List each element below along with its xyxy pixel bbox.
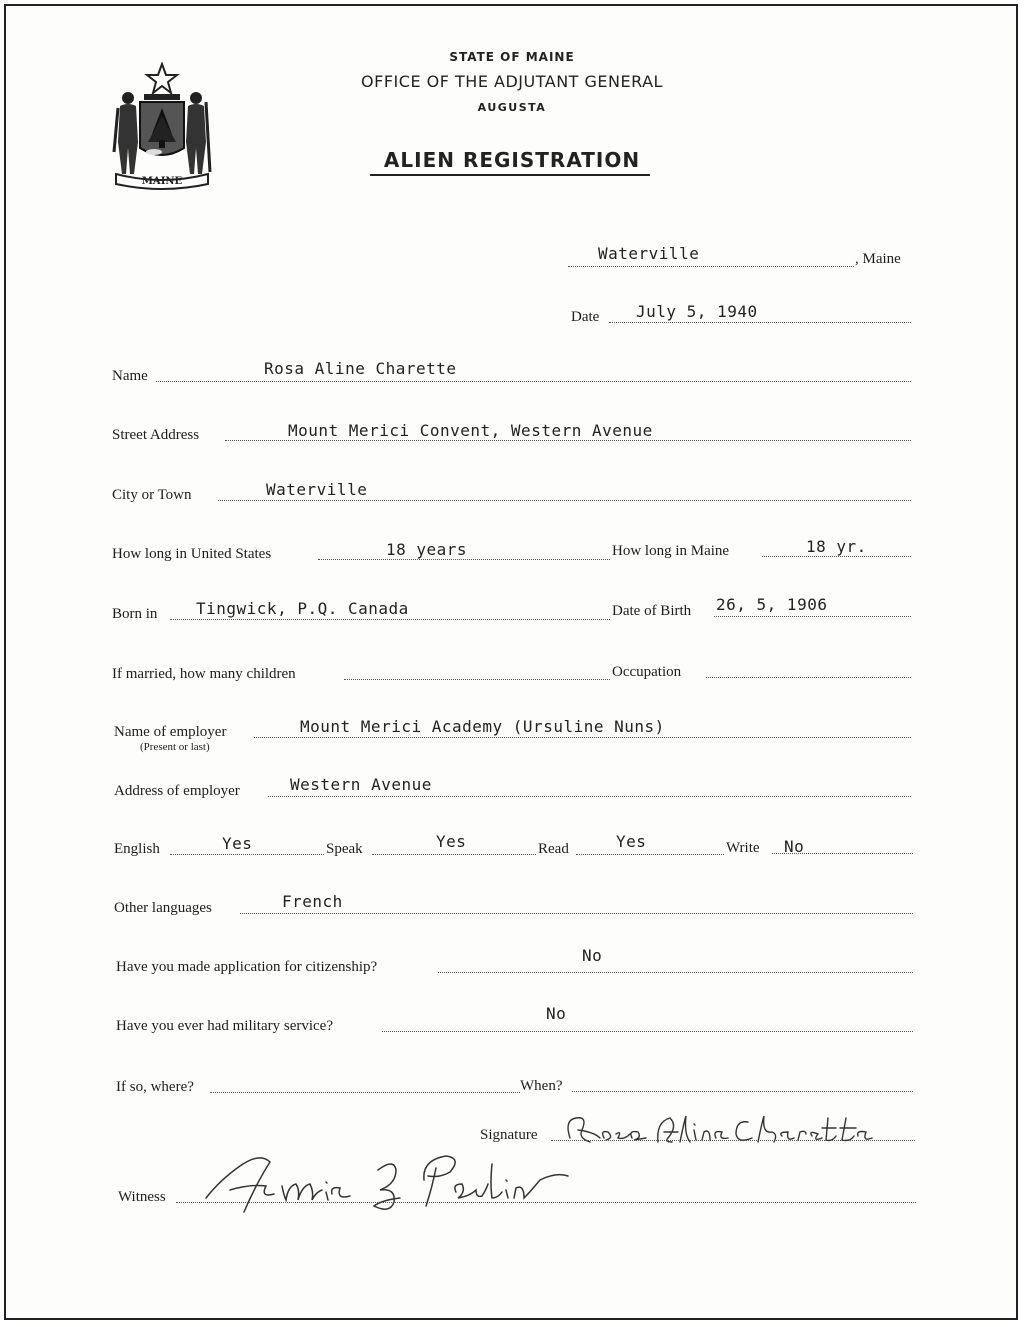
write-value: No <box>784 837 805 856</box>
place-value: Waterville <box>598 244 700 263</box>
signature-label: Signature <box>480 1127 538 1143</box>
read-line <box>576 854 724 855</box>
witness-signature <box>200 1140 580 1220</box>
date-value: July 5, 1940 <box>636 302 758 321</box>
employer-address-line <box>268 796 911 797</box>
city-heading: AUGUSTA <box>477 101 547 114</box>
read-value: Yes <box>616 832 647 851</box>
date-of-birth-value: 26, 5, 1906 <box>716 595 828 614</box>
other-languages-label: Other languages <box>114 900 212 916</box>
place-line <box>568 266 854 267</box>
occupation-label: Occupation <box>612 664 682 680</box>
how-long-maine-value: 18 yr. <box>806 537 867 556</box>
employer-address-value: Western Avenue <box>290 775 432 794</box>
name-value: Rosa Aline Charette <box>264 359 457 378</box>
english-label: English <box>114 841 160 857</box>
date-label: Date <box>571 309 600 325</box>
citizenship-value: No <box>582 946 603 965</box>
read-label: Read <box>538 841 569 857</box>
employer-line <box>254 737 911 738</box>
witness-label: Witness <box>118 1189 166 1205</box>
seal-text: MAINE <box>141 176 183 187</box>
city-value: Waterville <box>266 480 368 499</box>
date-of-birth-label: Date of Birth <box>612 603 692 619</box>
employer-value: Mount Merici Academy (Ursuline Nuns) <box>300 717 665 736</box>
military-label: Have you ever had military service? <box>116 1018 333 1034</box>
citizenship-line <box>438 972 913 973</box>
how-long-maine-label: How long in Maine <box>612 543 730 559</box>
city-line <box>218 500 911 501</box>
where-line <box>210 1092 520 1093</box>
born-in-label: Born in <box>112 606 158 622</box>
street-address-line <box>225 440 911 441</box>
military-line <box>382 1031 913 1032</box>
office-heading: OFFICE OF THE ADJUTANT GENERAL <box>361 72 663 91</box>
born-in-line <box>170 619 610 620</box>
how-long-maine-line <box>762 556 911 557</box>
where-label: If so, where? <box>116 1079 194 1095</box>
city-label: City or Town <box>112 487 192 503</box>
speak-line <box>372 854 536 855</box>
how-long-us-line <box>318 559 610 560</box>
citizenship-label: Have you made application for citizenship? <box>116 959 378 975</box>
children-line <box>344 679 610 680</box>
street-address-value: Mount Merici Convent, Western Avenue <box>288 421 653 440</box>
name-label: Name <box>112 368 148 384</box>
form-title: ALIEN REGISTRATION <box>383 148 641 172</box>
date-of-birth-line <box>714 616 911 617</box>
english-line <box>170 854 324 855</box>
title-underline <box>370 174 650 176</box>
when-line <box>572 1091 913 1092</box>
how-long-us-label: How long in United States <box>112 546 272 562</box>
state-heading: STATE OF MAINE <box>449 50 575 64</box>
occupation-line <box>706 677 911 678</box>
employer-label: Name of employer <box>114 724 227 740</box>
write-label: Write <box>726 840 760 856</box>
when-label: When? <box>520 1078 563 1094</box>
employer-address-label: Address of employer <box>114 783 240 799</box>
born-in-value: Tingwick, P.Q. Canada <box>196 599 409 618</box>
applicant-signature <box>560 1108 880 1156</box>
speak-value: Yes <box>436 832 467 851</box>
english-value: Yes <box>222 834 253 853</box>
how-long-us-value: 18 years <box>386 540 468 559</box>
speak-label: Speak <box>326 841 363 857</box>
street-address-label: Street Address <box>112 427 200 443</box>
children-label: If married, how many children <box>112 666 296 682</box>
military-value: No <box>546 1004 567 1023</box>
other-languages-line <box>240 913 913 914</box>
name-line <box>156 381 911 382</box>
place-suffix: , Maine <box>855 251 901 267</box>
other-languages-value: French <box>282 892 343 911</box>
date-line <box>609 322 911 323</box>
employer-sublabel: (Present or last) <box>140 741 210 753</box>
